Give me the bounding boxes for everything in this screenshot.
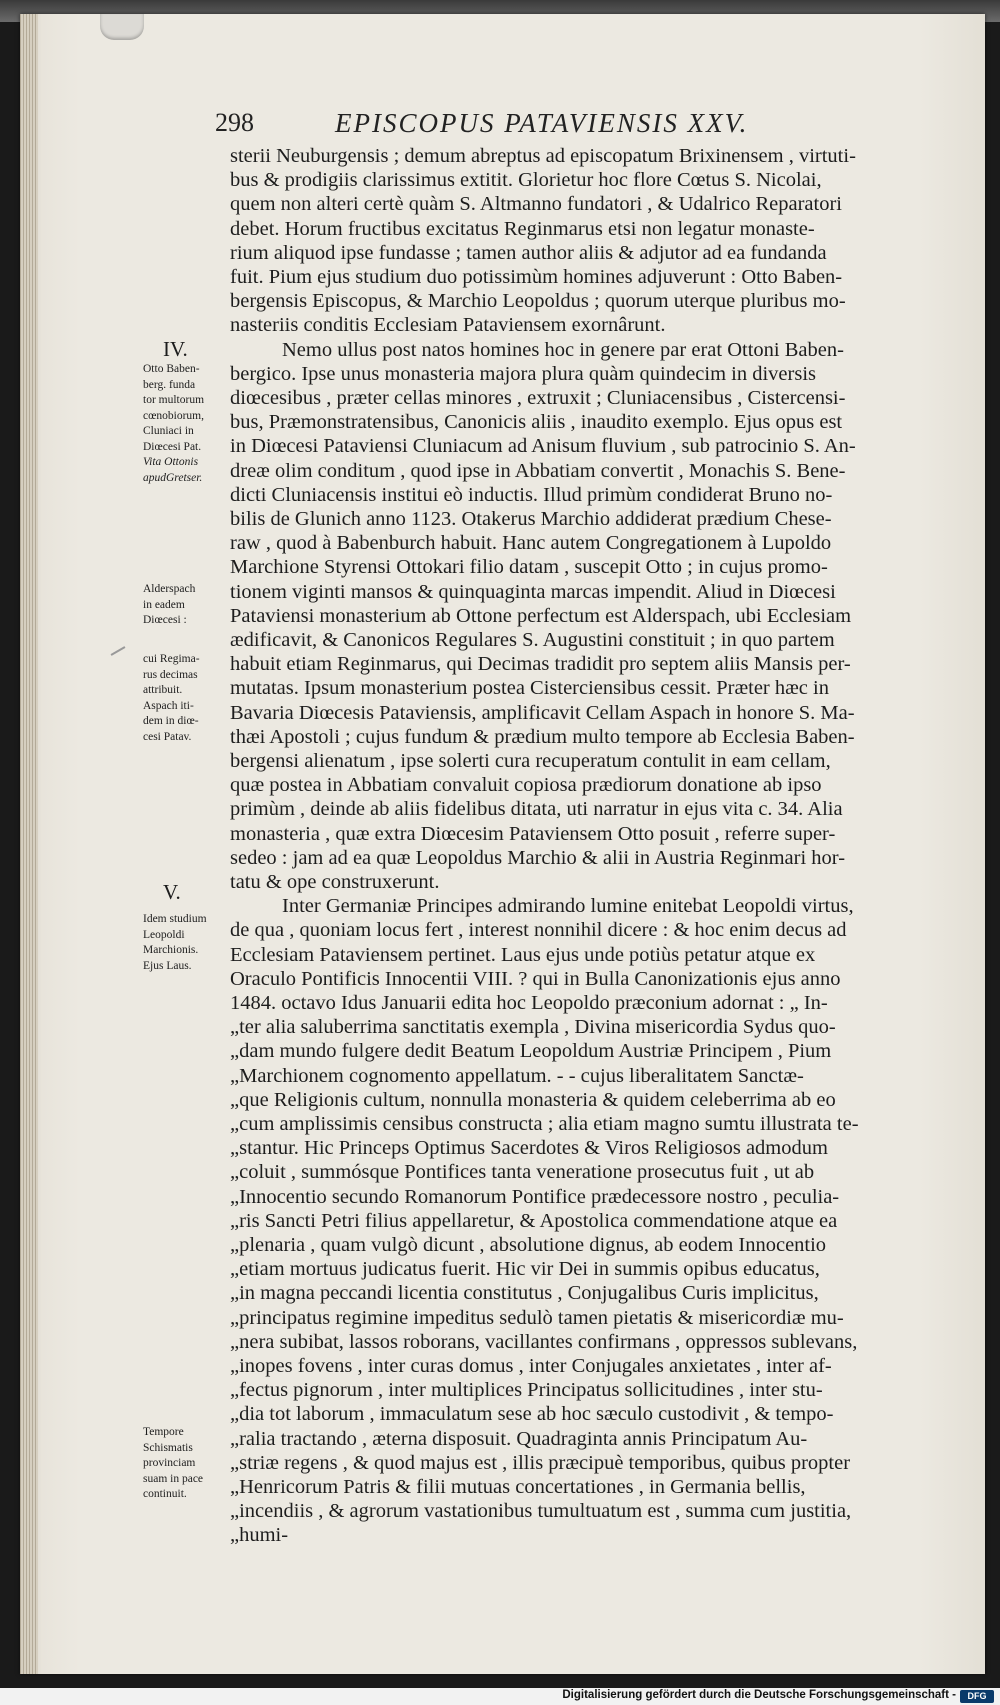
text-line: bilis de Glunich anno 1123. Otakerus Marchio addiderat prædium Chese- — [230, 508, 832, 530]
marginal-line: in eadem — [143, 598, 185, 611]
text-line: „ris Sancti Petri filius appellaretur, & Apostolica commendatione atque ea — [230, 1209, 838, 1232]
footer-credit: Digitalisierung gefördert durch die Deutsche Forschungsgemeinschaft - — [562, 1689, 956, 1701]
text-line: „cum amplissimis censibus constructa ; alia etiam magno sumtu illustrata te- — [230, 1113, 859, 1135]
text-line: „plenaria , quam vulgò dicunt , absolutione dignus, ab eodem Innocentio — [230, 1234, 827, 1256]
text-line: diœcesibus , præter cellas minores , extruxit ; Cluniacensibus , Cistercensi- — [230, 387, 846, 409]
text-line: debet. Horum fructibus excitatus Reginmarus etsi non legatur monaste- — [230, 217, 815, 240]
text-line: „coluit , summósque Pontifices tanta veneratione prosecutus fuit , ut ab — [230, 1161, 815, 1184]
text-line: 1484. octavo Idus Januarii edita hoc Leopoldo præconium adornat : „ In- — [230, 992, 828, 1014]
text-line: mutatas. Ipsum monasterium postea Cisterciensibus cessit. Præter hæc in — [230, 677, 829, 700]
marginal-line: dem in diœ- — [143, 715, 199, 727]
marginal-line: Cluniaci in — [143, 425, 194, 437]
text-line: thæi Apostoli ; cujus fundum & prædium multo tempore ab Ecclesia Baben- — [230, 725, 855, 748]
text-line: bergico. Ipse unus monasteria majora plura quàm quindecim in diversis — [230, 362, 817, 385]
marginal-line: berg. funda — [143, 378, 196, 391]
text-line: „Marchionem cognomento appellatum. - - cujus liberalitatem Sanctæ- — [230, 1064, 804, 1087]
page-header — [215, 108, 855, 144]
text-line: rium aliquod ipse fundasse ; tamen author aliis & adjutor ad ea fundanda — [230, 241, 827, 264]
text-line: „inopes fovens , inter curas domus , inter Conjugales anxietates , inter af- — [230, 1355, 832, 1377]
text-line: „striæ regens , & quod majus est , illis præcipuè temporibus, quibus propter — [230, 1451, 851, 1474]
text-line: tionem viginti mansos & quinquaginta marcas impendit. Aliud in Diœcesi — [230, 580, 836, 603]
dfg-logo: DFG — [960, 1690, 994, 1703]
marginal-note-otto — [143, 362, 231, 486]
marginal-note-schisma — [143, 1425, 231, 1503]
text-line: Nemo ullus post natos homines hoc in genere par erat Ottoni Baben- — [282, 338, 844, 361]
text-line: bergensis Episcopus, & Marchio Leopoldus ; quorum uterque pluribus mo- — [230, 290, 846, 313]
text-line: „stantur. Hic Princeps Optimus Sacerdotes & Viros Religiosos admodum — [230, 1137, 828, 1160]
page-number: 298 — [215, 108, 254, 137]
marginal-line: tor multorum — [143, 394, 205, 406]
marginal-line: Tempore — [143, 1426, 184, 1438]
text-line: sedeo : jam ad ea quæ Leopoldus Marchio & alii in Austria Reginmari hor- — [230, 846, 846, 869]
section-number-iv: IV. — [163, 337, 188, 361]
marginal-line: Ejus Laus. — [143, 959, 192, 972]
text-line: tatu & ope construxerunt. — [230, 871, 440, 893]
marginal-line: Marchionis. — [143, 944, 199, 956]
marginal-line: attribuit. — [143, 684, 183, 696]
text-line: „dia tot laborum , immaculatum sese ab hoc sæculo custodivit , & tempo- — [230, 1403, 834, 1426]
text-line: quem non alteri certè quàm S. Altmanno fundatori , & Udalrico Reparatori — [230, 193, 842, 216]
marginal-line: continuit. — [143, 1488, 187, 1500]
marginal-line: Otto Baben- — [143, 363, 200, 375]
text-line: raw , quod à Babenburch habuit. Hanc autem Congregationem à Lupoldo — [230, 532, 832, 555]
marginal-line: Idem studium — [143, 913, 207, 925]
text-line: Pataviensi monasterium ab Ottone perfectum est Aldersрach, ubi Ecclesiam — [230, 604, 852, 627]
text-line: de qua , quoniam locus fert , interest nonnihil dicere : & hoc enim decus ad — [230, 919, 847, 942]
marginal-line: cui Regima- — [143, 653, 200, 665]
running-title: EPISCOPUS PATAVIENSIS XXV. — [335, 108, 749, 138]
text-line: in Diœcesi Pataviensi Cluniacum ad Anisum fluvium , sub patrocinio S. An- — [230, 435, 856, 458]
marginal-line: Aldersрach — [143, 583, 196, 595]
text-line: dicti Cluniacensis institui eò inductis. Illud primùm condiderat Bruno no- — [230, 483, 833, 506]
text-line: „principatus regimine impeditus sedulò tamen pietatis & misericordiæ mu- — [230, 1306, 844, 1329]
text-line: monasteria , quæ extra Diœcesim Pataviensem Otto posuit , referre super- — [230, 822, 836, 845]
marginal-line: cesi Patav. — [143, 730, 192, 743]
text-line: Bavaria Diœcesis Pataviensis, amplificavit Cellam Aspach in honore S. Ma- — [230, 701, 855, 724]
text-line: „incendiis , & agrorum vastationibus tumultuatum est , summa cum justitia, — [230, 1500, 852, 1523]
text-line: bergensi alienatum , ipse solerti cura recuperatum contulit in eam cellam, — [230, 750, 831, 772]
marginal-line: rus decimas — [143, 668, 198, 681]
text-line: „Innocentio secundo Romanorum Pontifice prædecessore nostro , peculia- — [230, 1185, 840, 1208]
footer-bar — [0, 1688, 1000, 1705]
text-line: quæ postea in Abbatiam convaluit copiosa prædiorum donatione ab ipso — [230, 774, 822, 797]
marginal-line: provinciam — [143, 1457, 196, 1469]
text-line: Oraculo Pontificis Innocentii VIII. ? qui in Bulla Canonizationis ejus anno — [230, 967, 841, 990]
marginal-line: Schismatis — [143, 1441, 193, 1454]
text-line: bus & prodigiis clarissimus extitit. Glorietur hoc flore Cœtus S. Nicolai, — [230, 169, 822, 192]
marginal-line: Aspach iti- — [143, 699, 194, 712]
text-line: „in magna peccandi licentia constitutus , Conjugalibus Curis implicitus, — [230, 1282, 819, 1305]
text-line: „ter alia saluberrima sanctitatis exempla , Divina misericordia Sydus quo- — [230, 1016, 836, 1039]
marginal-line: Vita Ottonis — [143, 456, 199, 468]
text-line: „etiam mortuus judicatus fuerit. Hic vir Dei in summis opibus educatus, — [230, 1258, 820, 1281]
marginal-line: apudGretser. — [143, 471, 203, 484]
text-line: Ecclesiam Pataviensem pertinet. Laus ejus unde potiùs petatur atque ex — [230, 943, 816, 966]
page-clip — [100, 14, 144, 40]
marginal-line: Diœcesi Pat. — [143, 440, 202, 453]
page-gutter-edge — [20, 14, 38, 1674]
text-line: dreæ olim conditum , quod ipse in Abbatiam convertit , Monachis S. Bene- — [230, 459, 846, 482]
marginal-note-aldersbach — [143, 582, 231, 629]
section-number-v: V. — [163, 880, 181, 904]
text-line: habuit etiam Reginmarus, qui Decimas tradidit pro septem aliis Mansis per- — [230, 653, 851, 676]
text-line: primùm , deinde ab aliis fidelibus ditata, uti narratur in ejus vita c. 34. Alia — [230, 798, 843, 821]
text-line: „fectus pignorum , inter multiplices Principatus sollicitudines , inter stu- — [230, 1379, 823, 1402]
marginal-note-leopold — [143, 912, 231, 974]
marginal-line: suam in pace — [143, 1472, 204, 1485]
marginal-line: Diœcesi : — [143, 614, 187, 626]
text-line: „nera subibat, lassos roborans, vacillantes confirmans , oppressos sublevans, — [230, 1330, 858, 1353]
marginal-note-reginmarus — [143, 652, 231, 745]
text-line: „ralia tractando , æterna disposuit. Quadraginta annis Principatum Au- — [230, 1427, 808, 1450]
text-line: „dam mundo fulgere dedit Beatum Leopoldum Austriæ Principem , Pium — [230, 1040, 832, 1063]
text-line: Inter Germaniæ Principes admirando lumine enitebat Leopoldi virtus, — [282, 895, 854, 918]
text-line: bus, Præmonstratensibus, Canonicis aliis , inaudito exemplo. Ejus opus est — [230, 411, 843, 434]
text-line: sterii Neuburgensis ; demum abreptus ad episcopatum Brixinensem , virtuti- — [230, 145, 856, 167]
text-line: ædificavit, & Canonicos Regulares S. Augustini constituit ; in quo partem — [230, 629, 835, 651]
text-line: „humi- — [230, 1524, 289, 1547]
text-line: Marchione Styrensi Ottokari filio datam , suscepit Otto ; in cujus promo- — [230, 556, 828, 579]
text-line: „que Religionis cultum, nonnulla monasteria & quidem celeberrima ab eo — [230, 1088, 836, 1111]
text-line: „Henricorum Patris & filii mutuas concertationes , in Germania bellis, — [230, 1476, 806, 1498]
marginal-line: Leopoldi — [143, 928, 185, 941]
marginal-line: cœnobiorum, — [143, 409, 205, 422]
text-line: fuit. Pium ejus studium duo potissimùm homines adjuverunt : Otto Baben- — [230, 266, 843, 288]
text-line: nasteriis conditis Ecclesiam Pataviensem exornârunt. — [230, 314, 666, 337]
